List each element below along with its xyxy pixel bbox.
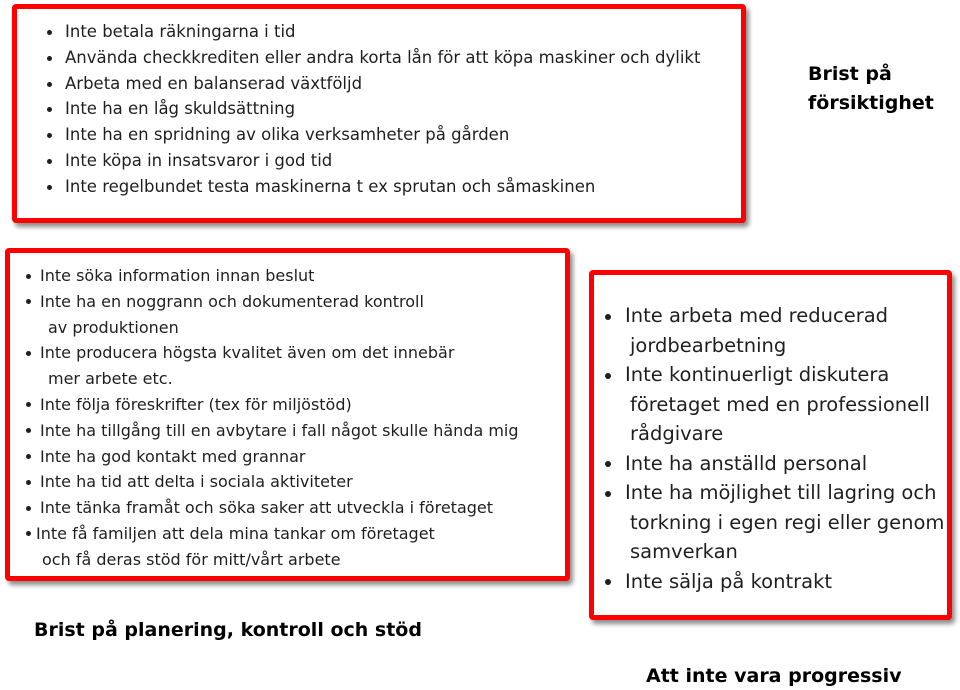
list-item-continuation: företaget med en professionell — [630, 392, 930, 416]
list-item — [47, 122, 700, 148]
list-item — [26, 469, 519, 495]
list-item-text: Inte producera högsta kvalitet även om det innebär — [40, 343, 455, 363]
list-item-text: Inte få familjen att dela mina tankar om företaget — [36, 523, 435, 543]
list-item — [47, 148, 700, 174]
list-item-text: Inte ha en låg skuldsättning — [65, 99, 296, 119]
list-item — [47, 19, 700, 45]
list-item — [26, 289, 519, 341]
list-item — [605, 449, 944, 479]
planning-list — [26, 263, 519, 573]
list-item — [605, 567, 944, 597]
list-item-text: Inte kontinuerligt diskutera — [625, 363, 890, 386]
list-item-text: Inte betala räkningarna i tid — [65, 22, 296, 41]
list-item-text: Arbeta med en balanserad växtföljd — [65, 73, 363, 93]
precaution-caption-line1: Brist på — [808, 63, 892, 85]
list-item-text: Inte sälja på kontrakt — [625, 569, 833, 593]
list-item-continuation: torkning i egen regi eller genom — [630, 510, 945, 534]
list-item — [605, 478, 944, 567]
list-item-continuation: och få deras stöd för mitt/vårt arbete — [42, 549, 341, 569]
list-item-continuation: mer arbete etc. — [48, 369, 173, 389]
list-item — [47, 96, 700, 122]
list-item-text: Inte söka information innan beslut — [40, 266, 315, 285]
list-item — [47, 71, 700, 97]
progressive-list — [605, 301, 944, 596]
list-item — [26, 340, 519, 392]
list-item — [605, 360, 944, 449]
list-item-continuation: jordbearbetning — [630, 333, 787, 357]
list-item — [26, 495, 519, 521]
list-item — [26, 521, 519, 573]
planning-box — [5, 248, 570, 581]
list-item-text: Inte ha en spridning av olika verksamheter på gården — [65, 125, 510, 145]
list-item-text: Inte ha god kontakt med grannar — [40, 446, 306, 466]
list-item-text: Inte tänka framåt och söka saker att utveckla i företaget — [40, 498, 494, 518]
list-item-text: Använda checkkrediten eller andra korta lån för att köpa maskiner och dylikt — [65, 47, 701, 67]
progressive-box — [589, 270, 952, 620]
list-item-text: Inte arbeta med reducerad — [625, 304, 889, 327]
list-item — [605, 301, 944, 360]
list-item-text: Inte ha en noggrann och dokumenterad kontroll — [40, 291, 424, 311]
list-item — [26, 392, 519, 418]
list-item-text: Inte ha tillgång till en avbytare i fall något skulle hända mig — [40, 420, 519, 440]
list-item — [26, 418, 519, 444]
list-item-text: Inte följa föreskrifter (tex för miljöstöd) — [40, 394, 352, 414]
list-item-text: Inte ha möjlighet till lagring och — [625, 481, 937, 504]
precaution-list — [47, 19, 700, 200]
list-item — [26, 444, 519, 470]
list-item-text: Inte ha anställd personal — [625, 451, 868, 475]
list-item-text: Inte köpa in insatsvaror i god tid — [65, 150, 333, 170]
list-item-continuation: av produktionen — [48, 317, 179, 337]
progressive-caption: Att inte vara progressiv — [646, 665, 902, 687]
precaution-caption-line2: försiktighet — [808, 92, 934, 114]
list-item-text: Inte ha tid att delta i sociala aktiviteter — [40, 472, 353, 492]
list-item-continuation: rådgivare — [630, 422, 724, 445]
precaution-caption — [808, 60, 934, 118]
list-item-continuation: samverkan — [630, 540, 738, 563]
list-item — [47, 174, 700, 200]
list-item — [26, 263, 519, 289]
planning-caption: Brist på planering, kontroll och stöd — [34, 619, 422, 641]
list-item-text: Inte regelbundet testa maskinerna t ex sprutan och såmaskinen — [65, 176, 596, 196]
list-item — [47, 45, 700, 71]
precaution-box — [12, 4, 746, 223]
